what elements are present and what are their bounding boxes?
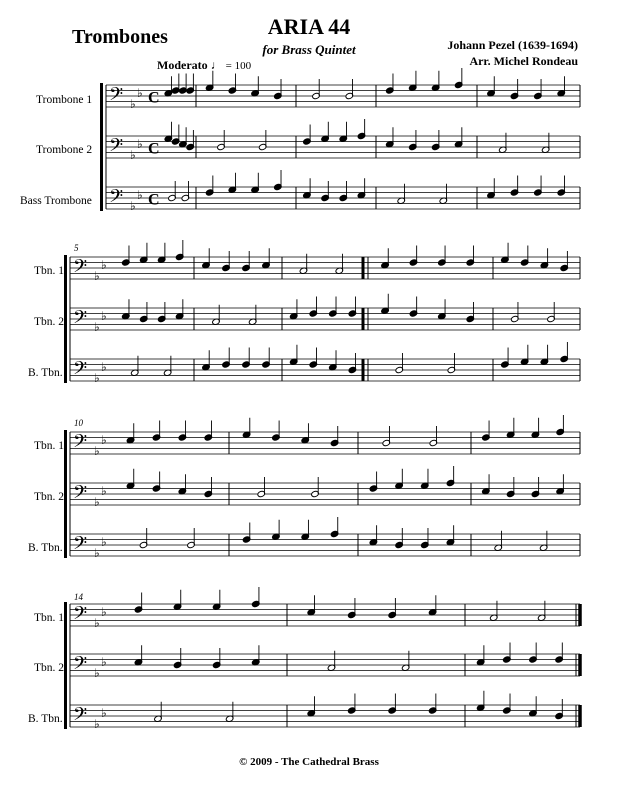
staff-label: Tbn. 1: [34, 265, 65, 277]
flat-icon: ♭: [101, 433, 107, 447]
flat-icon: ♭: [101, 655, 107, 669]
flat-icon: ♭: [130, 97, 136, 111]
bass-clef-icon: 𝄢: [73, 603, 88, 629]
measure-number: 5: [74, 243, 79, 253]
staff-label: Tbn. 2: [34, 316, 65, 328]
tempo-text: Moderato: [157, 58, 208, 72]
tempo-bpm: = 100: [225, 60, 252, 72]
flat-icon: ♭: [101, 605, 107, 619]
flat-icon: ♭: [94, 546, 100, 560]
flat-icon: ♭: [101, 706, 107, 720]
system-bracket: [100, 83, 103, 211]
measure-number: 14: [74, 592, 83, 602]
bass-clef-icon: 𝄢: [73, 482, 88, 508]
system-bracket: [64, 255, 67, 383]
copyright-notice: © 2009 - The Cathedral Brass: [239, 756, 379, 768]
system-bracket: [64, 602, 67, 729]
flat-icon: ♭: [130, 199, 136, 213]
flat-icon: ♭: [94, 371, 100, 385]
quarter-note-icon: ♩: [210, 58, 223, 72]
flat-icon: ♭: [137, 188, 143, 202]
flat-icon: ♭: [101, 309, 107, 323]
staff-label: Tbn. 2: [34, 491, 65, 503]
measure-number: 10: [74, 418, 83, 428]
flat-icon: ♭: [94, 666, 100, 680]
flat-icon: ♭: [94, 616, 100, 630]
bass-clef-icon: 𝄢: [73, 358, 88, 384]
bass-clef-icon: 𝄢: [73, 653, 88, 679]
common-time-icon: C: [148, 191, 160, 209]
composer-credit: Johann Pezel (1639-1694): [447, 38, 578, 52]
staff-label: Tbn. 2: [34, 662, 65, 674]
flat-icon: ♭: [101, 360, 107, 374]
bass-clef-icon: 𝄢: [73, 533, 88, 559]
staff-label: Tbn. 1: [34, 440, 65, 452]
flat-icon: ♭: [101, 258, 107, 272]
flat-icon: ♭: [101, 484, 107, 498]
bass-clef-icon: 𝄢: [109, 84, 124, 110]
staff-label: Bass Trombone: [20, 195, 92, 207]
bass-clef-icon: 𝄢: [73, 431, 88, 457]
bass-clef-icon: 𝄢: [109, 135, 124, 161]
staff-label: B. Tbn.: [28, 367, 63, 379]
staff-label: Trombone 2: [36, 144, 93, 156]
flat-icon: ♭: [130, 148, 136, 162]
staff-label: B. Tbn.: [28, 542, 63, 554]
flat-icon: ♭: [137, 86, 143, 100]
flat-icon: ♭: [94, 320, 100, 334]
flat-icon: ♭: [94, 717, 100, 731]
piece-title: ARIA 44: [267, 14, 351, 39]
bass-clef-icon: 𝄢: [73, 256, 88, 282]
flat-icon: ♭: [101, 535, 107, 549]
staff-label: Trombone 1: [36, 94, 93, 106]
bass-clef-icon: 𝄢: [73, 704, 88, 730]
staff-label: Tbn. 1: [34, 612, 65, 624]
common-time-icon: C: [148, 140, 160, 158]
part-name: Trombones: [72, 26, 168, 48]
flat-icon: ♭: [94, 444, 100, 458]
arranger-credit: Arr. Michel Rondeau: [469, 54, 578, 68]
flat-icon: ♭: [137, 137, 143, 151]
bass-clef-icon: 𝄢: [73, 307, 88, 333]
staff-label: B. Tbn.: [28, 713, 63, 725]
common-time-icon: C: [148, 89, 160, 107]
bass-clef-icon: 𝄢: [109, 186, 124, 212]
piece-subtitle: for Brass Quintet: [262, 42, 356, 57]
system-bracket: [64, 430, 67, 558]
flat-icon: ♭: [94, 269, 100, 283]
flat-icon: ♭: [94, 495, 100, 509]
